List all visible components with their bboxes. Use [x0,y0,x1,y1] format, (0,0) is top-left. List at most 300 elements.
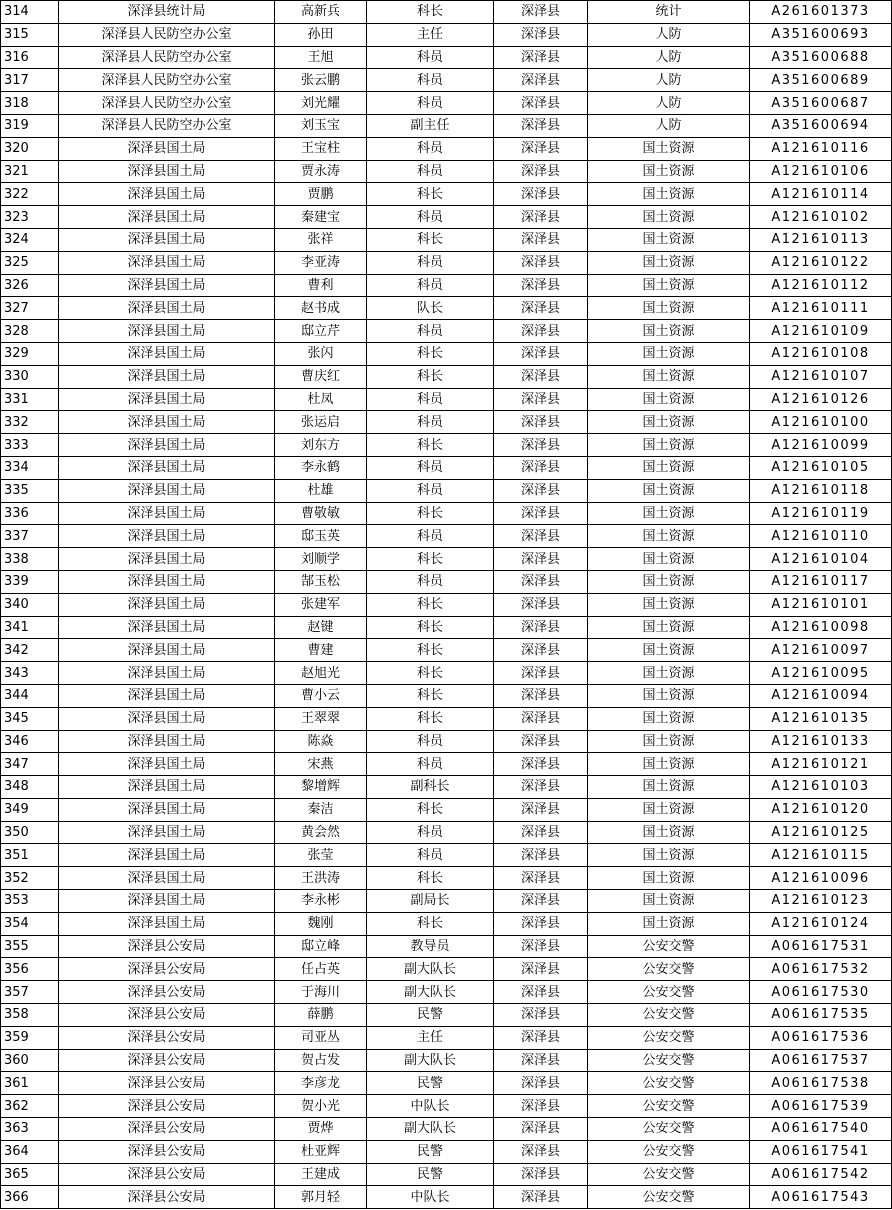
position-cell: 科员 [367,92,494,115]
table-row [1,456,892,479]
category-cell: 国土资源 [588,320,750,343]
row-number-cell: 321 [1,160,59,183]
row-number-cell: 319 [1,114,59,137]
person-name-cell: 黎增辉 [275,776,367,799]
table-row [1,981,892,1004]
row-number-cell: 353 [1,890,59,913]
row-number-cell: 323 [1,206,59,229]
person-name-cell: 薛鹏 [275,1004,367,1027]
row-number-cell: 328 [1,320,59,343]
category-cell: 国土资源 [588,730,750,753]
position-cell: 科长 [367,684,494,707]
certificate-code-cell: A351600689 [750,69,892,92]
person-name-cell: 陈焱 [275,730,367,753]
county-cell: 深泽县 [494,616,588,639]
certificate-code-cell: A121610112 [750,274,892,297]
certificate-code-cell: A121610105 [750,456,892,479]
row-number-cell: 336 [1,502,59,525]
category-cell: 国土资源 [588,342,750,365]
certificate-code-cell: A121610106 [750,160,892,183]
table-row [1,1049,892,1072]
row-number-cell: 338 [1,548,59,571]
category-cell: 公安交警 [588,1026,750,1049]
position-cell: 科长 [367,912,494,935]
person-name-cell: 王洪涛 [275,867,367,890]
category-cell: 国土资源 [588,662,750,685]
category-cell: 国土资源 [588,525,750,548]
unit-cell: 深泽县国土局 [59,183,275,206]
table-row [1,798,892,821]
unit-cell: 深泽县国土局 [59,593,275,616]
unit-cell: 深泽县国土局 [59,753,275,776]
county-cell: 深泽县 [494,228,588,251]
unit-cell: 深泽县公安局 [59,1026,275,1049]
category-cell: 国土资源 [588,616,750,639]
unit-cell: 深泽县国土局 [59,867,275,890]
category-cell: 公安交警 [588,1049,750,1072]
unit-cell: 深泽县国土局 [59,662,275,685]
category-cell: 国土资源 [588,411,750,434]
county-cell: 深泽县 [494,912,588,935]
certificate-code-cell: A121610102 [750,206,892,229]
category-cell: 公安交警 [588,1118,750,1141]
row-number-cell: 355 [1,935,59,958]
category-cell: 公安交警 [588,958,750,981]
person-name-cell: 张云鹏 [275,69,367,92]
county-cell: 深泽县 [494,730,588,753]
unit-cell: 深泽县人民防空办公室 [59,23,275,46]
certificate-code-cell: A121610133 [750,730,892,753]
certificate-code-cell: A121610117 [750,570,892,593]
unit-cell: 深泽县国土局 [59,548,275,571]
unit-cell: 深泽县公安局 [59,1186,275,1209]
category-cell: 国土资源 [588,570,750,593]
category-cell: 人防 [588,92,750,115]
position-cell: 科长 [367,183,494,206]
unit-cell: 深泽县国土局 [59,456,275,479]
table-row [1,867,892,890]
person-name-cell: 杜凤 [275,388,367,411]
certificate-code-cell: A061617543 [750,1186,892,1209]
category-cell: 国土资源 [588,890,750,913]
row-number-cell: 335 [1,479,59,502]
county-cell: 深泽县 [494,206,588,229]
person-name-cell: 刘光耀 [275,92,367,115]
row-number-cell: 365 [1,1163,59,1186]
certificate-code-cell: A061617535 [750,1004,892,1027]
table-row [1,570,892,593]
person-name-cell: 赵书成 [275,297,367,320]
certificate-code-cell: A121610113 [750,228,892,251]
person-name-cell: 郭月轻 [275,1186,367,1209]
certificate-code-cell: A121610110 [750,525,892,548]
category-cell: 国土资源 [588,593,750,616]
row-number-cell: 316 [1,46,59,69]
row-number-cell: 341 [1,616,59,639]
category-cell: 国土资源 [588,228,750,251]
certificate-code-cell: A121610135 [750,707,892,730]
person-name-cell: 张祥 [275,228,367,251]
table-row [1,160,892,183]
certificate-code-cell: A121610099 [750,434,892,457]
person-name-cell: 刘东方 [275,434,367,457]
unit-cell: 深泽县国土局 [59,365,275,388]
row-number-cell: 340 [1,593,59,616]
position-cell: 科长 [367,365,494,388]
table-row [1,912,892,935]
certificate-code-cell: A061617538 [750,1072,892,1095]
table-row [1,92,892,115]
certificate-code-cell: A351600688 [750,46,892,69]
table-row [1,434,892,457]
row-number-cell: 348 [1,776,59,799]
unit-cell: 深泽县公安局 [59,935,275,958]
category-cell: 人防 [588,46,750,69]
table-row [1,1072,892,1095]
certificate-code-cell: A121610118 [750,479,892,502]
person-name-cell: 曹利 [275,274,367,297]
unit-cell: 深泽县公安局 [59,981,275,1004]
county-cell: 深泽县 [494,320,588,343]
county-cell: 深泽县 [494,411,588,434]
unit-cell: 深泽县国土局 [59,844,275,867]
row-number-cell: 331 [1,388,59,411]
row-number-cell: 326 [1,274,59,297]
certificate-code-cell: A121610123 [750,890,892,913]
table-row [1,342,892,365]
table-row [1,46,892,69]
category-cell: 国土资源 [588,684,750,707]
unit-cell: 深泽县国土局 [59,206,275,229]
table-row [1,274,892,297]
person-name-cell: 贾鹏 [275,183,367,206]
table-row [1,753,892,776]
row-number-cell: 356 [1,958,59,981]
category-cell: 公安交警 [588,981,750,1004]
unit-cell: 深泽县人民防空办公室 [59,114,275,137]
unit-cell: 深泽县公安局 [59,1049,275,1072]
unit-cell: 深泽县国土局 [59,684,275,707]
category-cell: 国土资源 [588,365,750,388]
table-row [1,684,892,707]
row-number-cell: 362 [1,1095,59,1118]
row-number-cell: 349 [1,798,59,821]
unit-cell: 深泽县国土局 [59,160,275,183]
position-cell: 科长 [367,798,494,821]
unit-cell: 深泽县国土局 [59,502,275,525]
person-name-cell: 邸立芹 [275,320,367,343]
position-cell: 科长 [367,342,494,365]
person-name-cell: 于海川 [275,981,367,1004]
row-number-cell: 351 [1,844,59,867]
county-cell: 深泽县 [494,958,588,981]
position-cell: 科员 [367,69,494,92]
position-cell: 科员 [367,570,494,593]
table-row [1,69,892,92]
category-cell: 公安交警 [588,1072,750,1095]
table-row [1,935,892,958]
unit-cell: 深泽县国土局 [59,411,275,434]
unit-cell: 深泽县国土局 [59,616,275,639]
table-row [1,730,892,753]
table-row [1,365,892,388]
row-number-cell: 364 [1,1140,59,1163]
category-cell: 国土资源 [588,388,750,411]
person-name-cell: 贺小光 [275,1095,367,1118]
row-number-cell: 315 [1,23,59,46]
certificate-code-cell: A121610103 [750,776,892,799]
person-name-cell: 魏刚 [275,912,367,935]
category-cell: 国土资源 [588,206,750,229]
row-number-cell: 358 [1,1004,59,1027]
county-cell: 深泽县 [494,1049,588,1072]
position-cell: 科长 [367,707,494,730]
position-cell: 民警 [367,1140,494,1163]
category-cell: 国土资源 [588,867,750,890]
position-cell: 中队长 [367,1186,494,1209]
unit-cell: 深泽县国土局 [59,639,275,662]
certificate-code-cell: A121610115 [750,844,892,867]
position-cell: 科员 [367,844,494,867]
position-cell: 队长 [367,297,494,320]
position-cell: 科长 [367,548,494,571]
position-cell: 科员 [367,137,494,160]
county-cell: 深泽县 [494,92,588,115]
category-cell: 公安交警 [588,1095,750,1118]
person-name-cell: 张运启 [275,411,367,434]
row-number-cell: 339 [1,570,59,593]
table-row [1,1095,892,1118]
position-cell: 科长 [367,1,494,24]
table-row [1,707,892,730]
county-cell: 深泽县 [494,890,588,913]
person-name-cell: 李彦龙 [275,1072,367,1095]
row-number-cell: 343 [1,662,59,685]
certificate-code-cell: A061617531 [750,935,892,958]
row-number-cell: 357 [1,981,59,1004]
unit-cell: 深泽县公安局 [59,1004,275,1027]
certificate-code-cell: A061617537 [750,1049,892,1072]
category-cell: 国土资源 [588,502,750,525]
position-cell: 科长 [367,434,494,457]
row-number-cell: 342 [1,639,59,662]
category-cell: 公安交警 [588,935,750,958]
person-name-cell: 张闪 [275,342,367,365]
row-number-cell: 361 [1,1072,59,1095]
position-cell: 民警 [367,1163,494,1186]
position-cell: 科员 [367,456,494,479]
certificate-code-cell: A121610122 [750,251,892,274]
table-row [1,23,892,46]
certificate-code-cell: A121610096 [750,867,892,890]
county-cell: 深泽县 [494,525,588,548]
category-cell: 公安交警 [588,1140,750,1163]
position-cell: 科员 [367,320,494,343]
row-number-cell: 324 [1,228,59,251]
row-number-cell: 325 [1,251,59,274]
person-name-cell: 秦洁 [275,798,367,821]
position-cell: 科员 [367,411,494,434]
person-name-cell: 李永鹤 [275,456,367,479]
category-cell: 国土资源 [588,137,750,160]
person-name-cell: 孙田 [275,23,367,46]
county-cell: 深泽县 [494,798,588,821]
certificate-code-cell: A121610125 [750,821,892,844]
person-name-cell: 曹庆红 [275,365,367,388]
row-number-cell: 360 [1,1049,59,1072]
category-cell: 国土资源 [588,160,750,183]
position-cell: 副大队长 [367,1049,494,1072]
position-cell: 科长 [367,867,494,890]
county-cell: 深泽县 [494,1072,588,1095]
category-cell: 国土资源 [588,707,750,730]
row-number-cell: 332 [1,411,59,434]
unit-cell: 深泽县国土局 [59,251,275,274]
unit-cell: 深泽县国土局 [59,320,275,343]
person-name-cell: 邸立峰 [275,935,367,958]
category-cell: 国土资源 [588,798,750,821]
row-number-cell: 347 [1,753,59,776]
person-name-cell: 张建军 [275,593,367,616]
certificate-code-cell: A121610116 [750,137,892,160]
category-cell: 公安交警 [588,1004,750,1027]
position-cell: 副大队长 [367,981,494,1004]
person-name-cell: 李永彬 [275,890,367,913]
person-name-cell: 曹敬敏 [275,502,367,525]
category-cell: 公安交警 [588,1186,750,1209]
county-cell: 深泽县 [494,639,588,662]
unit-cell: 深泽县国土局 [59,570,275,593]
county-cell: 深泽县 [494,434,588,457]
county-cell: 深泽县 [494,753,588,776]
certificate-code-cell: A121610120 [750,798,892,821]
row-number-cell: 327 [1,297,59,320]
table-row [1,639,892,662]
table-row [1,228,892,251]
person-name-cell: 黄会然 [275,821,367,844]
county-cell: 深泽县 [494,342,588,365]
table-row [1,662,892,685]
certificate-code-cell: A121610104 [750,548,892,571]
row-number-cell: 330 [1,365,59,388]
certificate-code-cell: A121610119 [750,502,892,525]
certificate-code-cell: A121610100 [750,411,892,434]
certificate-code-cell: A121610101 [750,593,892,616]
person-name-cell: 王建成 [275,1163,367,1186]
row-number-cell: 333 [1,434,59,457]
table-row [1,821,892,844]
person-name-cell: 赵旭光 [275,662,367,685]
position-cell: 科长 [367,639,494,662]
county-cell: 深泽县 [494,502,588,525]
table-row [1,616,892,639]
person-name-cell: 贾烨 [275,1118,367,1141]
certificate-code-cell: A121610095 [750,662,892,685]
certificate-code-cell: A061617539 [750,1095,892,1118]
county-cell: 深泽县 [494,1,588,24]
table-row [1,320,892,343]
unit-cell: 深泽县国土局 [59,274,275,297]
position-cell: 科员 [367,479,494,502]
certificate-code-cell: A061617542 [750,1163,892,1186]
certificate-code-cell: A121610126 [750,388,892,411]
category-cell: 国土资源 [588,639,750,662]
position-cell: 科员 [367,206,494,229]
county-cell: 深泽县 [494,935,588,958]
table-row [1,593,892,616]
unit-cell: 深泽县国土局 [59,798,275,821]
unit-cell: 深泽县国土局 [59,228,275,251]
county-cell: 深泽县 [494,479,588,502]
row-number-cell: 322 [1,183,59,206]
position-cell: 副局长 [367,890,494,913]
county-cell: 深泽县 [494,867,588,890]
county-cell: 深泽县 [494,662,588,685]
unit-cell: 深泽县人民防空办公室 [59,92,275,115]
person-name-cell: 刘顺学 [275,548,367,571]
row-number-cell: 320 [1,137,59,160]
table-row [1,1186,892,1209]
county-cell: 深泽县 [494,274,588,297]
category-cell: 国土资源 [588,776,750,799]
position-cell: 科员 [367,525,494,548]
position-cell: 科员 [367,821,494,844]
position-cell: 民警 [367,1072,494,1095]
county-cell: 深泽县 [494,1095,588,1118]
certificate-code-cell: A261601373 [750,1,892,24]
table-row [1,1026,892,1049]
certificate-code-cell: A351600693 [750,23,892,46]
row-number-cell: 346 [1,730,59,753]
position-cell: 主任 [367,23,494,46]
table-row [1,1118,892,1141]
unit-cell: 深泽县国土局 [59,297,275,320]
row-number-cell: 334 [1,456,59,479]
row-number-cell: 366 [1,1186,59,1209]
unit-cell: 深泽县国土局 [59,342,275,365]
certificate-code-cell: A061617532 [750,958,892,981]
unit-cell: 深泽县公安局 [59,1095,275,1118]
unit-cell: 深泽县人民防空办公室 [59,46,275,69]
table-row [1,1140,892,1163]
category-cell: 国土资源 [588,251,750,274]
table-row [1,548,892,571]
table-row [1,411,892,434]
category-cell: 国土资源 [588,548,750,571]
county-cell: 深泽县 [494,1004,588,1027]
county-cell: 深泽县 [494,1026,588,1049]
table-row [1,479,892,502]
certificate-code-cell: A061617540 [750,1118,892,1141]
position-cell: 科长 [367,616,494,639]
position-cell: 科员 [367,730,494,753]
county-cell: 深泽县 [494,1118,588,1141]
unit-cell: 深泽县公安局 [59,1118,275,1141]
position-cell: 主任 [367,1026,494,1049]
category-cell: 国土资源 [588,434,750,457]
person-name-cell: 王宝柱 [275,137,367,160]
position-cell: 中队长 [367,1095,494,1118]
person-name-cell: 王旭 [275,46,367,69]
row-number-cell: 350 [1,821,59,844]
category-cell: 公安交警 [588,1163,750,1186]
position-cell: 副主任 [367,114,494,137]
category-cell: 国土资源 [588,844,750,867]
unit-cell: 深泽县人民防空办公室 [59,69,275,92]
table-row [1,297,892,320]
unit-cell: 深泽县国土局 [59,890,275,913]
table-row [1,114,892,137]
